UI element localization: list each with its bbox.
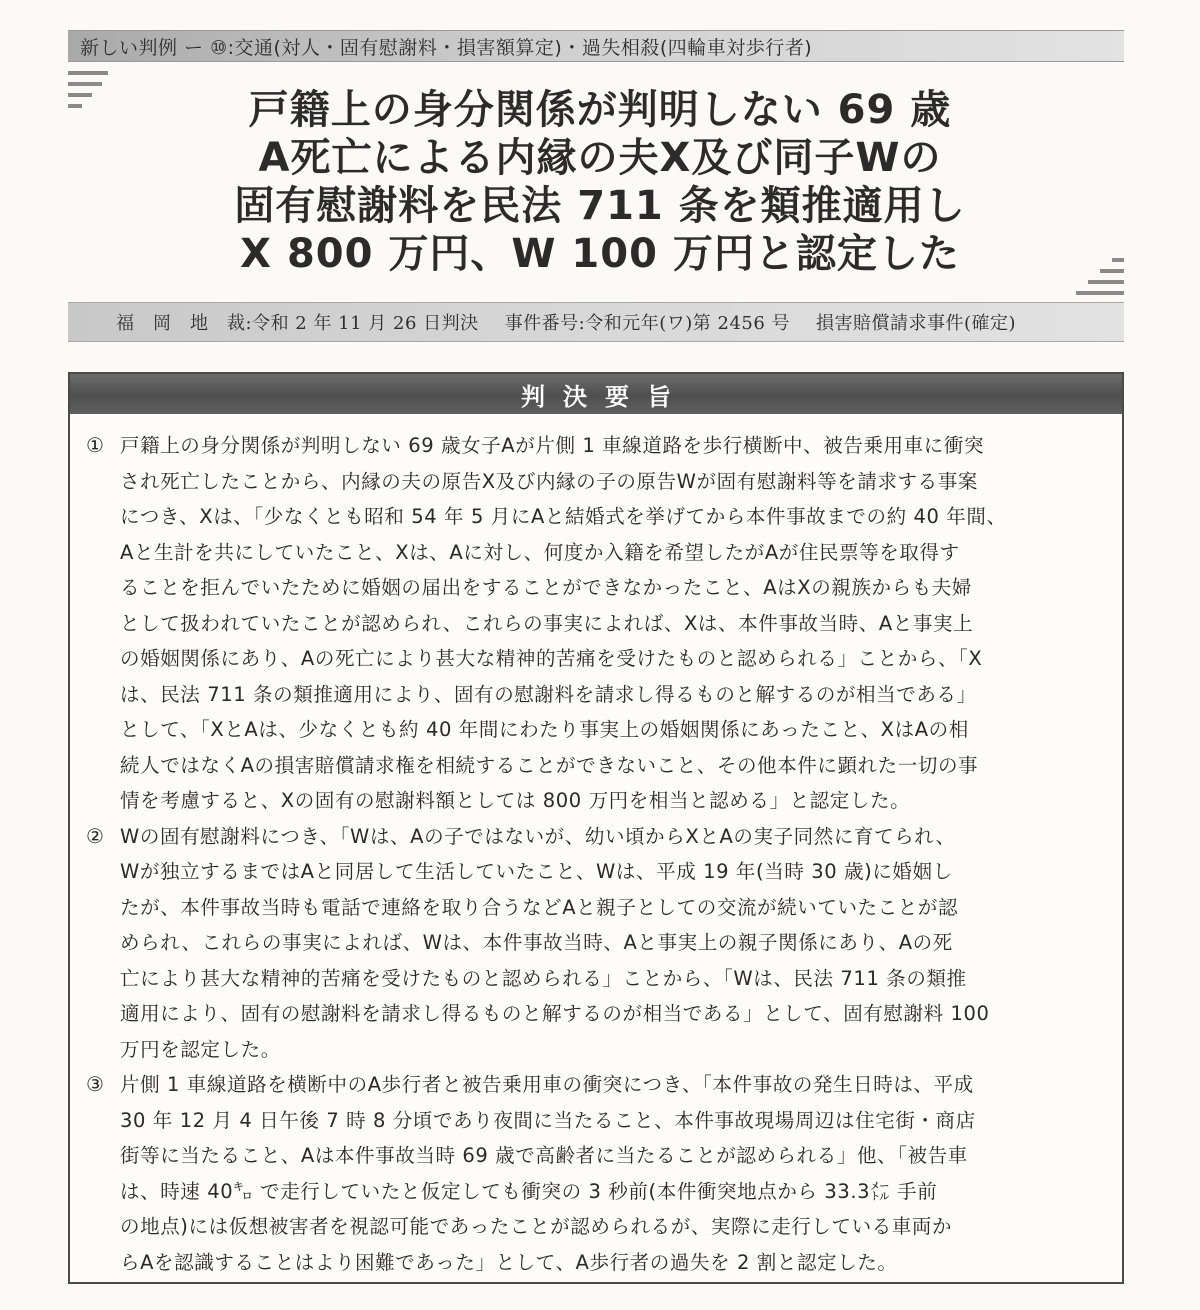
summary-item-3 (86, 1067, 1096, 1280)
text-line: 街等に当たること、Aは本件事故当時 69 歳で高齢者に当たることが認められる」他、「被告車 (120, 1144, 968, 1167)
text-line: 万円を認定した。 (120, 1037, 281, 1061)
text-line: として、「XとAは、少なくとも約 40 年間にわたり事実上の婚姻関係にあったこと、XはAの相 (120, 718, 969, 741)
text-line: らAを認識することはより困難であった」として、A歩行者の過失を 2 割と認定した。 (120, 1250, 898, 1274)
text-line: たが、本件事故当時も電話で連絡を取り合うなどAと親子としての交流が続いていたことが認 (120, 895, 959, 919)
summary-item-2 (86, 819, 1096, 1068)
judgment-summary-box (68, 372, 1124, 1284)
headline-line: 戸籍上の身分関係が判明しない 69 歳 (248, 87, 952, 133)
text-line: Aと生計を共にしていたこと、Xは、Aに対し、何度か入籍を希望したがAが住民票等を取得す (120, 540, 960, 564)
court-and-date: 福 岡 地 裁:令和 2 年 11 月 26 日判決 (116, 313, 479, 334)
decorative-stripes-left (68, 71, 108, 115)
text-line: 情を考慮すると、Xの固有の慰謝料額としては 800 万円を相当と認める」と認定した。 (120, 789, 911, 812)
text-line: され死亡したことから、内縁の夫の原告X及び内縁の子の原告Wが固有慰謝料等を請求する事案 (120, 469, 978, 493)
text-line: 亡により甚大な精神的苦痛を受けたものと認められる」ことから、「Wは、民法 711 条の類推 (120, 966, 967, 990)
category-band (68, 30, 1124, 62)
decorative-stripes-right (1076, 258, 1124, 302)
text-line: ることを拒んでいたために婚姻の届出をすることができなかったこと、AはXの親族からも夫婦 (120, 576, 972, 599)
text-line: Wが独立するまではAと同居して生活していたこと、Wは、平成 19 年(当時 30 歳)に婚姻し (120, 860, 953, 883)
headline-line: A死亡による内縁の夫X及び同子Wの (258, 135, 942, 181)
category-text: 新しい判例 ー ⑩:交通(対人・固有慰謝料・損害額算定)・過失相殺(四輪車対歩行者) (80, 36, 813, 59)
text-line: 片側 1 車線道路を横断中のA歩行者と被告乗用車の衝突につき、「本件事故の発生日時は、平成 (120, 1073, 974, 1096)
text-line: 続人ではなくAの損害賠償請求権を相続することができないこと、その他本件に顕れた一切の事 (120, 753, 979, 777)
headline-line: X 800 万円、W 100 万円と認定した (240, 231, 960, 277)
text-line: の地点)には仮想被害者を視認可能であったことが認められるが、実際に走行している車両か (120, 1215, 953, 1238)
summary-item-1 (86, 428, 1096, 819)
text-line: められ、これらの事実によれば、Wは、本件事故当時、Aと事実上の親子関係にあり、Aの死 (120, 931, 953, 954)
item-number: ② (86, 823, 104, 848)
text-line: は、民法 711 条の類推適用により、固有の慰謝料を請求し得るものと解するのが相当である」 (120, 682, 977, 706)
summary-body (70, 414, 1122, 1280)
item-number: ① (86, 433, 104, 457)
headline (150, 86, 1050, 278)
text-line: 30 年 12 月 4 日午後 7 時 8 分頃であり夜間に当たること、本件事故現場周辺は住宅街・商店 (120, 1108, 976, 1132)
text-line: 適用により、固有の慰謝料を請求し得るものと解するのが相当である」として、固有慰謝料 100 (120, 1002, 990, 1025)
case-number: 事件番号:令和元年(ワ)第 2456 号 (504, 313, 791, 334)
court-info-band (68, 302, 1124, 342)
text-line: につき、Xは、「少なくとも昭和 54 年 5 月にAと結婚式を挙げてから本件事故までの約 40 年間、 (120, 505, 1007, 528)
case-type: 損害賠償請求事件(確定) (816, 313, 1017, 334)
headline-line: 固有慰謝料を民法 711 条を類推適用し (234, 183, 966, 229)
text-line: は、時速 40㌔ で走行していたと仮定しても衝突の 3 秒前(本件衝突地点から 33.3㍍ 手前 (120, 1179, 938, 1203)
text-line: Wの固有慰謝料につき、「Wは、Aの子ではないが、幼い頃からXとAの実子同然に育てられ、 (120, 824, 956, 848)
text-line: の婚姻関係にあり、Aの死亡により甚大な精神的苦痛を受けたものと認められる」ことから、「X (120, 647, 983, 670)
text-line: として扱われていたことが認められ、これらの事実によれば、Xは、本件事故当時、Aと事実上 (120, 611, 974, 635)
summary-title: 判決要旨 (521, 382, 689, 411)
summary-header (70, 374, 1122, 414)
item-number: ③ (86, 1072, 104, 1096)
text-line: 戸籍上の身分関係が判明しない 69 歳女子Aが片側 1 車線道路を歩行横断中、被告乗用車に衝突 (120, 434, 985, 457)
